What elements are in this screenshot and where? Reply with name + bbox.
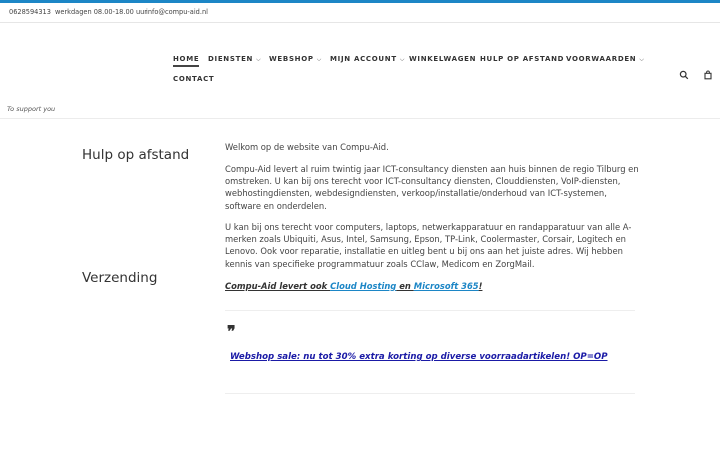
highlight-suffix: ! [478,281,483,291]
about-paragraph: Compu-Aid levert al ruim twintig jaar ICT-consultancy diensten aan huis binnen de regio Tilburg en omstreken. U kan bij ons terecht voor ICT-consultancy diensten, Clouddiensten, VoIP-diensten, webhostingdiensten, webdesigndiensten, verkoop/installatie/onderhoud van ICT-systemen, software en onderdelen. [225,164,639,211]
nav-item-webshop[interactable] [269,55,322,64]
cart-icon[interactable] [703,65,713,75]
email-link[interactable]: info@compu-aid.nl [146,8,208,16]
site-tagline: To support you [7,105,56,113]
highlight-prefix: Compu-Aid levert ook [225,281,331,291]
nav-label: CONTACT [173,75,215,83]
chevron-down-icon: ⌵ [639,56,645,63]
header-divider [0,118,720,119]
nav-label: HOME [173,55,199,67]
phone-number[interactable]: 0628594313 [9,8,51,16]
microsoft-365-link[interactable]: Microsoft 365 [413,281,479,291]
nav-item-hulp-op-afstand[interactable] [480,55,564,63]
webshop-sale-link[interactable]: Webshop sale: nu tot 30% extra korting op diverse voorraadartikelen! OP=OP [230,352,608,362]
nav-item-mijn-account[interactable] [330,55,405,64]
chevron-down-icon: ⌵ [256,56,262,63]
nav-label: WEBSHOP [269,55,314,63]
top-info-bar [0,3,720,23]
nav-item-winkelwagen[interactable] [409,55,476,63]
chevron-down-icon: ⌵ [316,56,322,63]
quote-icon: ❞ [227,322,236,341]
nav-label: HULP OP AFSTAND [480,55,565,63]
search-icon[interactable] [679,65,689,75]
intro-paragraph: Welkom op de website van Compu-Aid. [225,142,389,152]
services-highlight [225,280,640,292]
quote-bottom-divider [225,393,635,394]
nav-label: MIJN ACCOUNT [330,55,397,63]
nav-item-contact[interactable] [173,75,214,83]
nav-label: WINKELWAGEN [409,55,477,63]
sidebar-widget-title: Hulp op afstand [82,147,190,163]
nav-label: DIENSTEN [208,55,254,63]
main-navigation [0,55,720,95]
opening-hours: werkdagen 08.00-18.00 uur [55,8,148,16]
quote-top-divider [225,310,635,311]
nav-label: VOORWAARDEN [566,55,637,63]
highlight-middle: en [396,281,414,291]
products-paragraph: U kan bij ons terecht voor computers, laptops, netwerkapparatuur en randapparatuur van alle A-merken zoals Ubiquiti, Asus, Intel, Samsung, Epson, TP-Link, Coolermaster, Corsair, Logitech en Lenovo. Ook voor reparatie, installatie en uitleg bent u bij ons aan het juiste adres. Wij hebben kennis van specifieke programmatuur zoals CClaw, Medicom en ZorgMail. [225,222,632,269]
nav-item-diensten[interactable] [208,55,261,64]
cloud-hosting-link[interactable]: Cloud Hosting [330,281,397,291]
nav-item-voorwaarden[interactable] [566,55,645,64]
sidebar-widget-title: Verzending [82,270,158,286]
nav-item-home[interactable] [173,55,199,63]
chevron-down-icon: ⌵ [399,56,406,63]
